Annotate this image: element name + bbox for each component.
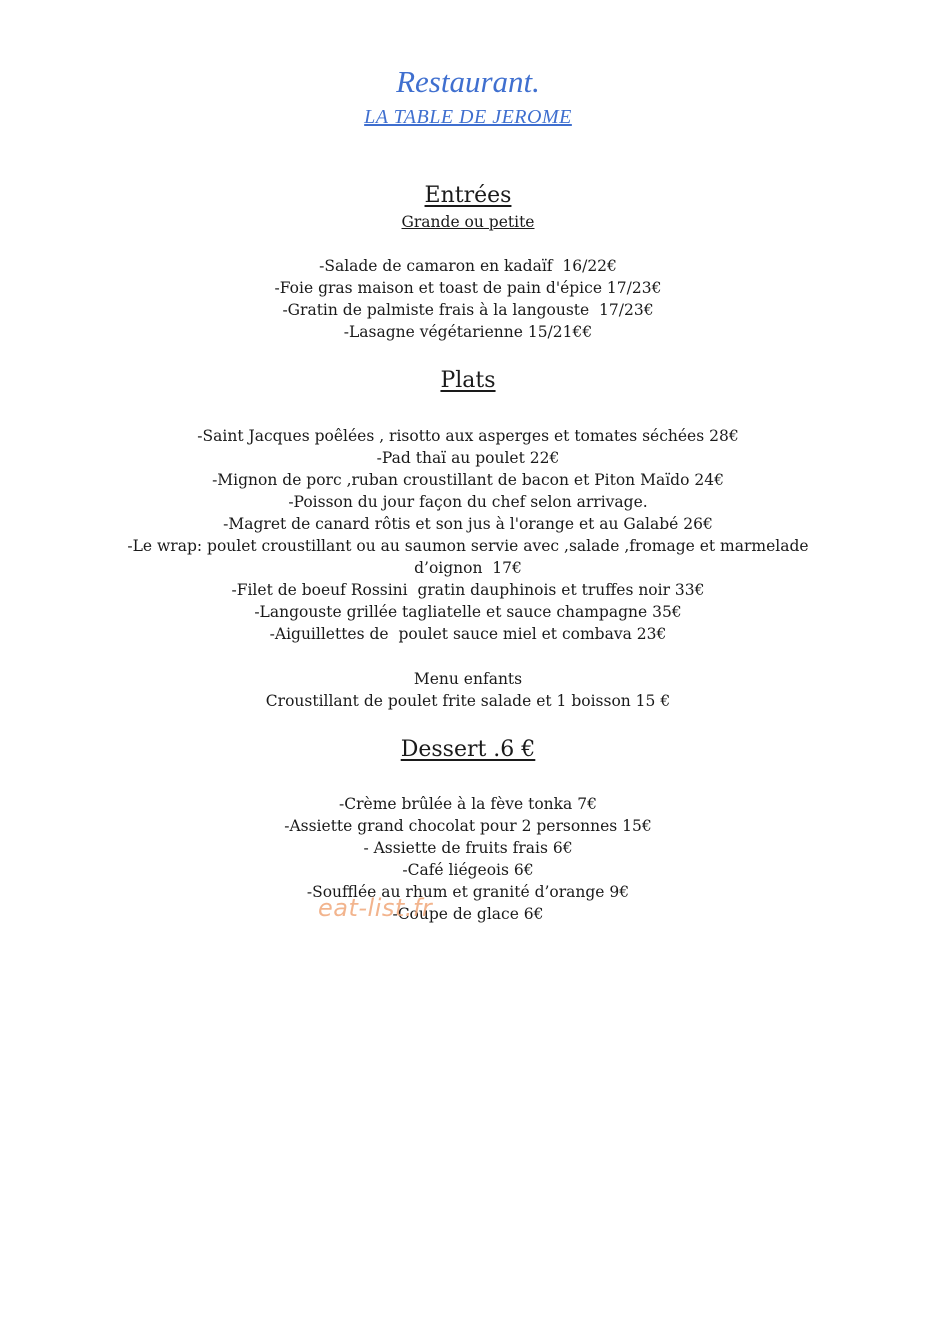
list-item: -Langouste grillée tagliatelle et sauce champagne 35€ [254, 603, 682, 621]
list-item: -Mignon de porc ,ruban croustillant de bacon et Piton Maïdo 24€ [212, 471, 724, 489]
dessert-heading: Dessert .6 € [400, 737, 536, 762]
list-item: -Aiguillettes de poulet sauce miel et combava 23€ [269, 625, 667, 643]
plats-heading: Plats [440, 368, 496, 393]
list-item: -Lasagne végétarienne 15/21€€ [343, 323, 593, 341]
plats-list [0, 425, 936, 645]
list-item: -Magret de canard rôtis et son jus à l'orange et au Galabé 26€ [223, 515, 713, 533]
restaurant-title: Restaurant. [396, 64, 540, 99]
menu-enfants-heading: Menu enfants [413, 670, 523, 688]
entrees-list [0, 255, 936, 343]
list-item: -Le wrap: poulet croustillant ou au saumon servie avec ,salade ,fromage et marmelade [127, 537, 809, 555]
list-item: -Poisson du jour façon du chef selon arrivage. [288, 493, 648, 511]
list-item: -Assiette grand chocolat pour 2 personnes 15€ [284, 817, 652, 835]
list-item: -Crème brûlée à la fève tonka 7€ [339, 795, 597, 813]
menu-enfants-item: Croustillant de poulet frite salade et 1 boisson 15 € [265, 692, 671, 710]
list-item: -Saint Jacques poêlées , risotto aux asperges et tomates séchées 28€ [197, 427, 739, 445]
entrees-heading: Entrées [424, 183, 512, 208]
list-item: - Assiette de fruits frais 6€ [363, 839, 573, 857]
list-item: -Salade de camaron en kadaïf 16/22€ [319, 257, 617, 275]
list-item: -Foie gras maison et toast de pain d'épice 17/23€ [274, 279, 662, 297]
restaurant-name: LA TABLE DE JEROME [364, 106, 572, 128]
list-item: -Soufflée au rhum et granité d’orange 9€ [306, 883, 630, 901]
list-item: -Filet de boeuf Rossini gratin dauphinois et truffes noir 33€ [231, 581, 705, 599]
list-item: -Coupe de glace 6€ [392, 905, 544, 923]
entrees-subheading: Grande ou petite [401, 213, 535, 231]
list-item: -Gratin de palmiste frais à la langouste 17/23€ [282, 301, 654, 319]
watermark: eat-list.fr [318, 894, 433, 922]
list-item: -Café liégeois 6€ [402, 861, 534, 879]
list-item: -Pad thaï au poulet 22€ [376, 449, 560, 467]
list-item: d’oignon 17€ [414, 559, 522, 577]
dessert-list [0, 793, 936, 925]
